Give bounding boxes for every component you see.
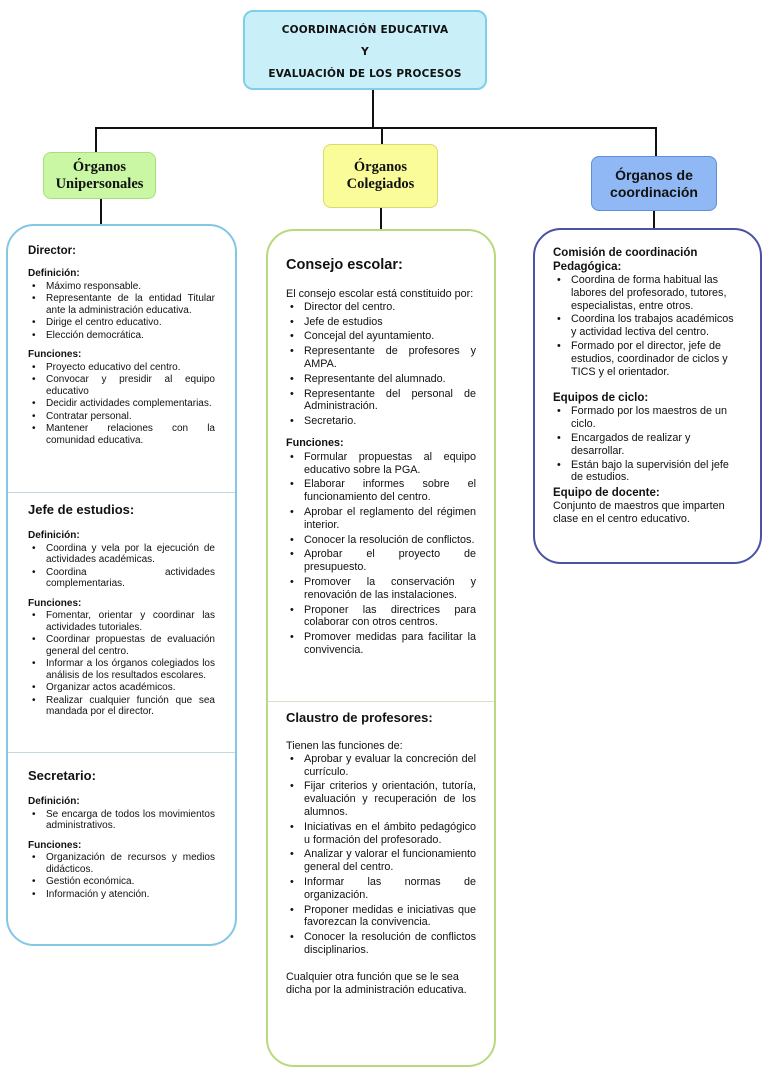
- list-item: • Fomentar, orientar y coordinar las actividades tutoriales.: [28, 610, 215, 633]
- list-item: • Organización de recursos y medios didácticos.: [28, 852, 215, 875]
- label-line: Órganos: [72, 158, 127, 175]
- organos-coordinacion-box: [591, 156, 717, 211]
- label-line: Unipersonales: [55, 175, 144, 192]
- list-item: • Aprobar y evaluar la concreción del currículo.: [286, 753, 476, 779]
- comision-title-line1: Comisión de coordinación: [553, 247, 698, 259]
- list-item: • Se encarga de todos los movimientos administrativos.: [28, 809, 215, 832]
- list-item: • Formado por los maestros de un ciclo.: [553, 405, 742, 431]
- list-item: • Proponer medidas e iniciativas que favorezcan la convivencia.: [286, 904, 476, 930]
- list-item: • Director del centro.: [286, 301, 476, 314]
- list-item: • Elección democrática.: [28, 330, 215, 342]
- consejo-members-list: [286, 301, 476, 428]
- list-item: • Contratar personal.: [28, 411, 215, 423]
- secretario-def-list: [28, 809, 215, 832]
- director-title: Director:: [28, 245, 76, 257]
- list-item: • Mantener relaciones con la comunidad educativa.: [28, 423, 215, 446]
- section-divider: [8, 492, 235, 493]
- list-item: • Realizar cualquier función que sea mandada por el director.: [28, 695, 215, 718]
- list-item: • Conocer la resolución de conflictos.: [286, 534, 476, 547]
- list-item: • Información y atención.: [28, 889, 215, 901]
- list-item: • Coordina y vela por la ejecución de actividades académicas.: [28, 543, 215, 566]
- main-title-line2: Y: [361, 46, 369, 58]
- main-title-box: [243, 10, 487, 90]
- list-item: • Formado por el director, jefe de estudios, coordinador de ciclos y TICS y el orientador.: [553, 340, 742, 378]
- director-def-label: Definición:: [28, 268, 80, 279]
- comision-list: [553, 274, 742, 378]
- list-item: • Coordina los trabajos académicos y actividad lectiva del centro.: [553, 313, 742, 339]
- comision-title-line2: Pedagógica:: [553, 261, 622, 273]
- list-item: • Decidir actividades complementarias.: [28, 398, 215, 410]
- list-item: • Proyecto educativo del centro.: [28, 362, 215, 374]
- label-line: Colegiados: [346, 176, 415, 192]
- list-item: • Están bajo la supervisión del jefe de estudios.: [553, 459, 742, 485]
- secretario-fun-label: Funciones:: [28, 839, 82, 851]
- jefe-fun-label: Funciones:: [28, 597, 82, 609]
- list-item: • Concejal del ayuntamiento.: [286, 330, 476, 343]
- main-title-line1: COORDINACIÓN EDUCATIVA: [281, 24, 449, 36]
- secretario-def-label: Definición:: [28, 796, 80, 807]
- comision-title: [553, 246, 742, 274]
- list-item: • Promover la conservación y renovación de las instalaciones.: [286, 576, 476, 602]
- secretario-fun-list: [28, 852, 215, 900]
- comision-section: [553, 246, 742, 526]
- secretario-section: [28, 768, 215, 901]
- claustro-outro: Cualquier otra función que se le sea dicha por la administración educativa.: [286, 970, 467, 996]
- secretario-title: Secretario:: [28, 768, 96, 783]
- list-item: • Promover medidas para facilitar la convivencia.: [286, 631, 476, 657]
- claustro-title: Claustro de profesores:: [286, 710, 433, 725]
- list-item: • Máximo responsable.: [28, 281, 215, 293]
- list-item: • Encargados de realizar y desarrollar.: [553, 432, 742, 458]
- section-divider: [8, 752, 235, 753]
- organos-unipersonales-box: [43, 152, 156, 199]
- consejo-title: Consejo escolar:: [286, 257, 403, 273]
- label-line: coordinación: [610, 183, 698, 200]
- colegiados-panel: [266, 229, 496, 1067]
- claustro-intro: Tienen las funciones de:: [286, 740, 403, 752]
- section-divider: [268, 701, 494, 702]
- list-item: • Dirige el centro educativo.: [28, 317, 215, 329]
- ciclo-title: Equipos de ciclo:: [553, 392, 649, 405]
- list-item: • Aprobar el proyecto de presupuesto.: [286, 548, 476, 574]
- list-item: • Proponer las directrices para colaborar con otros centros.: [286, 604, 476, 630]
- jefe-fun-list: [28, 610, 215, 718]
- label-line: Órganos de: [615, 166, 693, 183]
- list-item: • Representante de profesores y AMPA.: [286, 345, 476, 371]
- list-item: • Gestión económica.: [28, 876, 215, 888]
- consejo-section: [286, 257, 476, 659]
- list-item: • Formular propuestas al equipo educativo sobre la PGA.: [286, 451, 476, 477]
- list-item: • Coordina de forma habitual las labores del profesorado, tutores, especialistas, entre otros.: [553, 274, 742, 312]
- jefe-title: Jefe de estudios:: [28, 502, 135, 517]
- main-title-line3: EVALUACIÓN DE LOS PROCESOS: [268, 68, 462, 80]
- director-def-list: [28, 281, 215, 342]
- director-section: [28, 244, 215, 447]
- list-item: • Fijar criterios y orientación, tutoría, evaluación y recuperación de los alumnos.: [286, 780, 476, 818]
- coordinacion-panel: [533, 228, 762, 564]
- jefe-def-label: Definición:: [28, 530, 80, 541]
- list-item: • Aprobar el reglamento del régimen interior.: [286, 506, 476, 532]
- consejo-fun-list: [286, 451, 476, 657]
- list-item: • Informar a los órganos colegiados los análisis de los resultados escolares.: [28, 658, 215, 681]
- organos-colegiados-box: [323, 144, 438, 208]
- consejo-fun-label: Funciones:: [286, 436, 344, 449]
- list-item: • Representante del personal de Administración.: [286, 388, 476, 414]
- ciclo-list: [553, 405, 742, 484]
- director-fun-label: Funciones:: [28, 349, 82, 360]
- docente-title: Equipo de docente:: [553, 487, 660, 500]
- unipersonales-panel: [6, 224, 237, 946]
- list-item: • Jefe de estudios: [286, 316, 476, 329]
- list-item: • Secretario.: [286, 415, 476, 428]
- jefe-def-list: [28, 543, 215, 590]
- label-line: Órganos: [353, 159, 408, 175]
- claustro-section: [286, 710, 476, 996]
- list-item: • Analizar y valorar el funcionamiento general del centro.: [286, 848, 476, 874]
- list-item: • Iniciativas en el ámbito pedagógico u formación del profesorado.: [286, 821, 476, 847]
- list-item: • Elaborar informes sobre el funcionamiento del centro.: [286, 478, 476, 504]
- list-item: • Representante de la entidad Titular ante la administración educativa.: [28, 293, 215, 316]
- list-item: • Coordinar propuestas de evaluación general del centro.: [28, 634, 215, 657]
- list-item: • Organizar actos académicos.: [28, 682, 215, 694]
- list-item: • Informar las normas de organización.: [286, 876, 476, 902]
- list-item: • Coordina actividades complementarias.: [28, 567, 215, 590]
- list-item: • Representante del alumnado.: [286, 373, 476, 386]
- jefe-section: [28, 502, 215, 719]
- director-fun-list: [28, 362, 215, 447]
- claustro-fun-list: [286, 753, 476, 957]
- consejo-intro: El consejo escolar está constituido por:: [286, 288, 474, 300]
- docente-text: Conjunto de maestros que imparten clase en el centro educativo.: [553, 500, 725, 525]
- list-item: • Conocer la resolución de conflictos disciplinarios.: [286, 931, 476, 957]
- list-item: • Convocar y presidir al equipo educativo: [28, 374, 215, 397]
